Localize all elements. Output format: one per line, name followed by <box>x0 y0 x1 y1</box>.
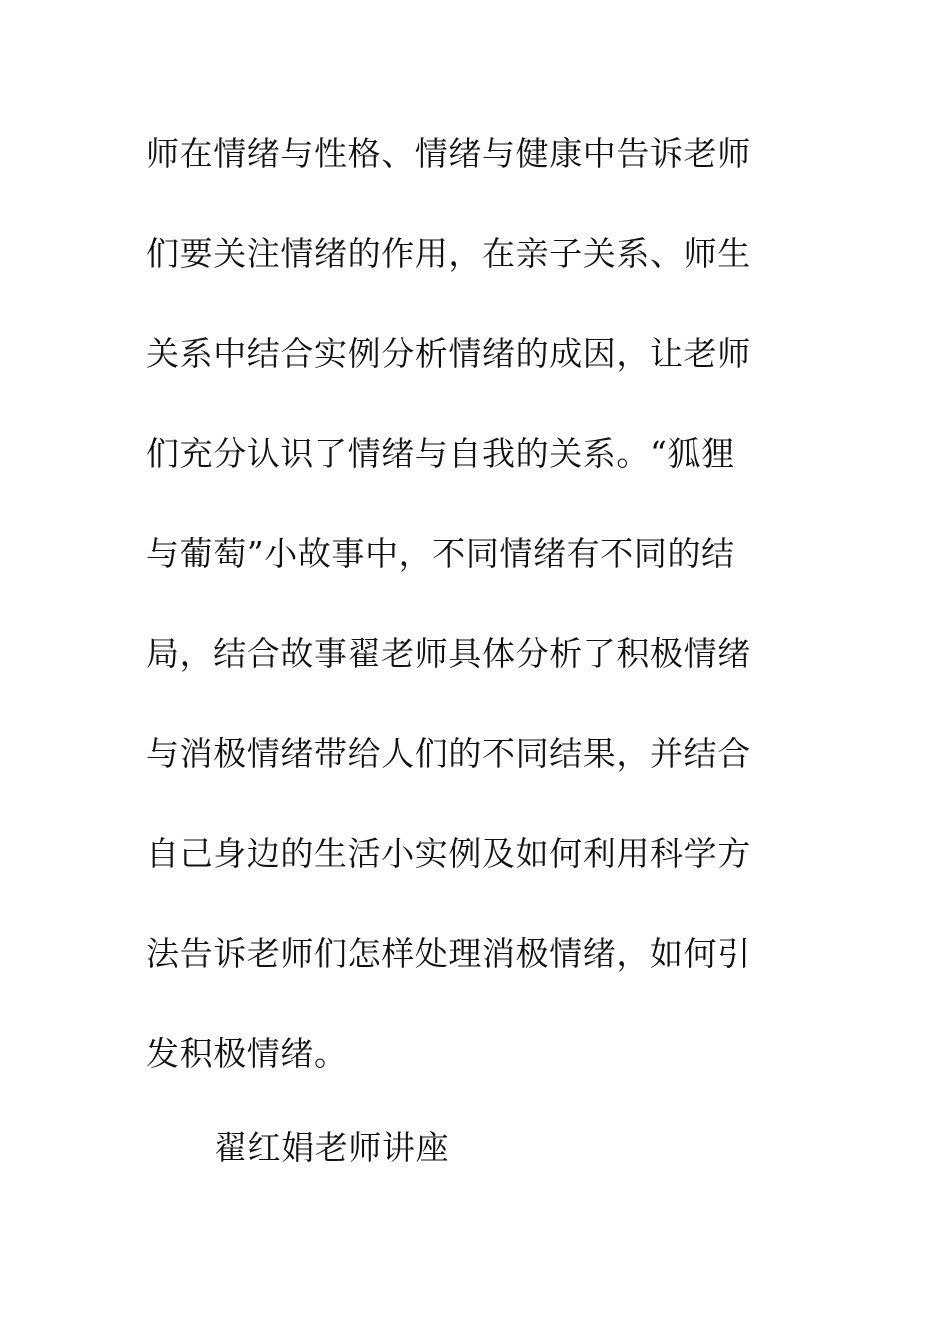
paragraph-line: 与葡萄”小故事中，不同情绪有不同的结 <box>146 534 735 573</box>
paragraph-line: 局，结合故事翟老师具体分析了积极情绪 <box>146 634 751 673</box>
paragraph-line: 发积极情绪。 <box>146 1034 348 1073</box>
paragraph-line: 自己身边的生活小实例及如何利用科学方 <box>146 834 751 873</box>
paragraph-line: 关系中结合实例分析情绪的成因，让老师 <box>146 334 751 373</box>
paragraph-line: 师在情绪与性格、情绪与健康中告诉老师 <box>146 134 751 173</box>
paragraph-line: 法告诉老师们怎样处理消极情绪，如何引 <box>146 934 751 973</box>
paragraph-line: 们充分认识了情绪与自我的关系。“狐狸 <box>146 434 735 473</box>
paragraph-line: 与消极情绪带给人们的不同结果，并结合 <box>146 734 751 773</box>
body-paragraph <box>146 124 786 1124</box>
paragraph-line: 们要关注情绪的作用，在亲子关系、师生 <box>146 234 751 273</box>
signature-line: 翟红娟老师讲座 <box>214 1128 450 1167</box>
